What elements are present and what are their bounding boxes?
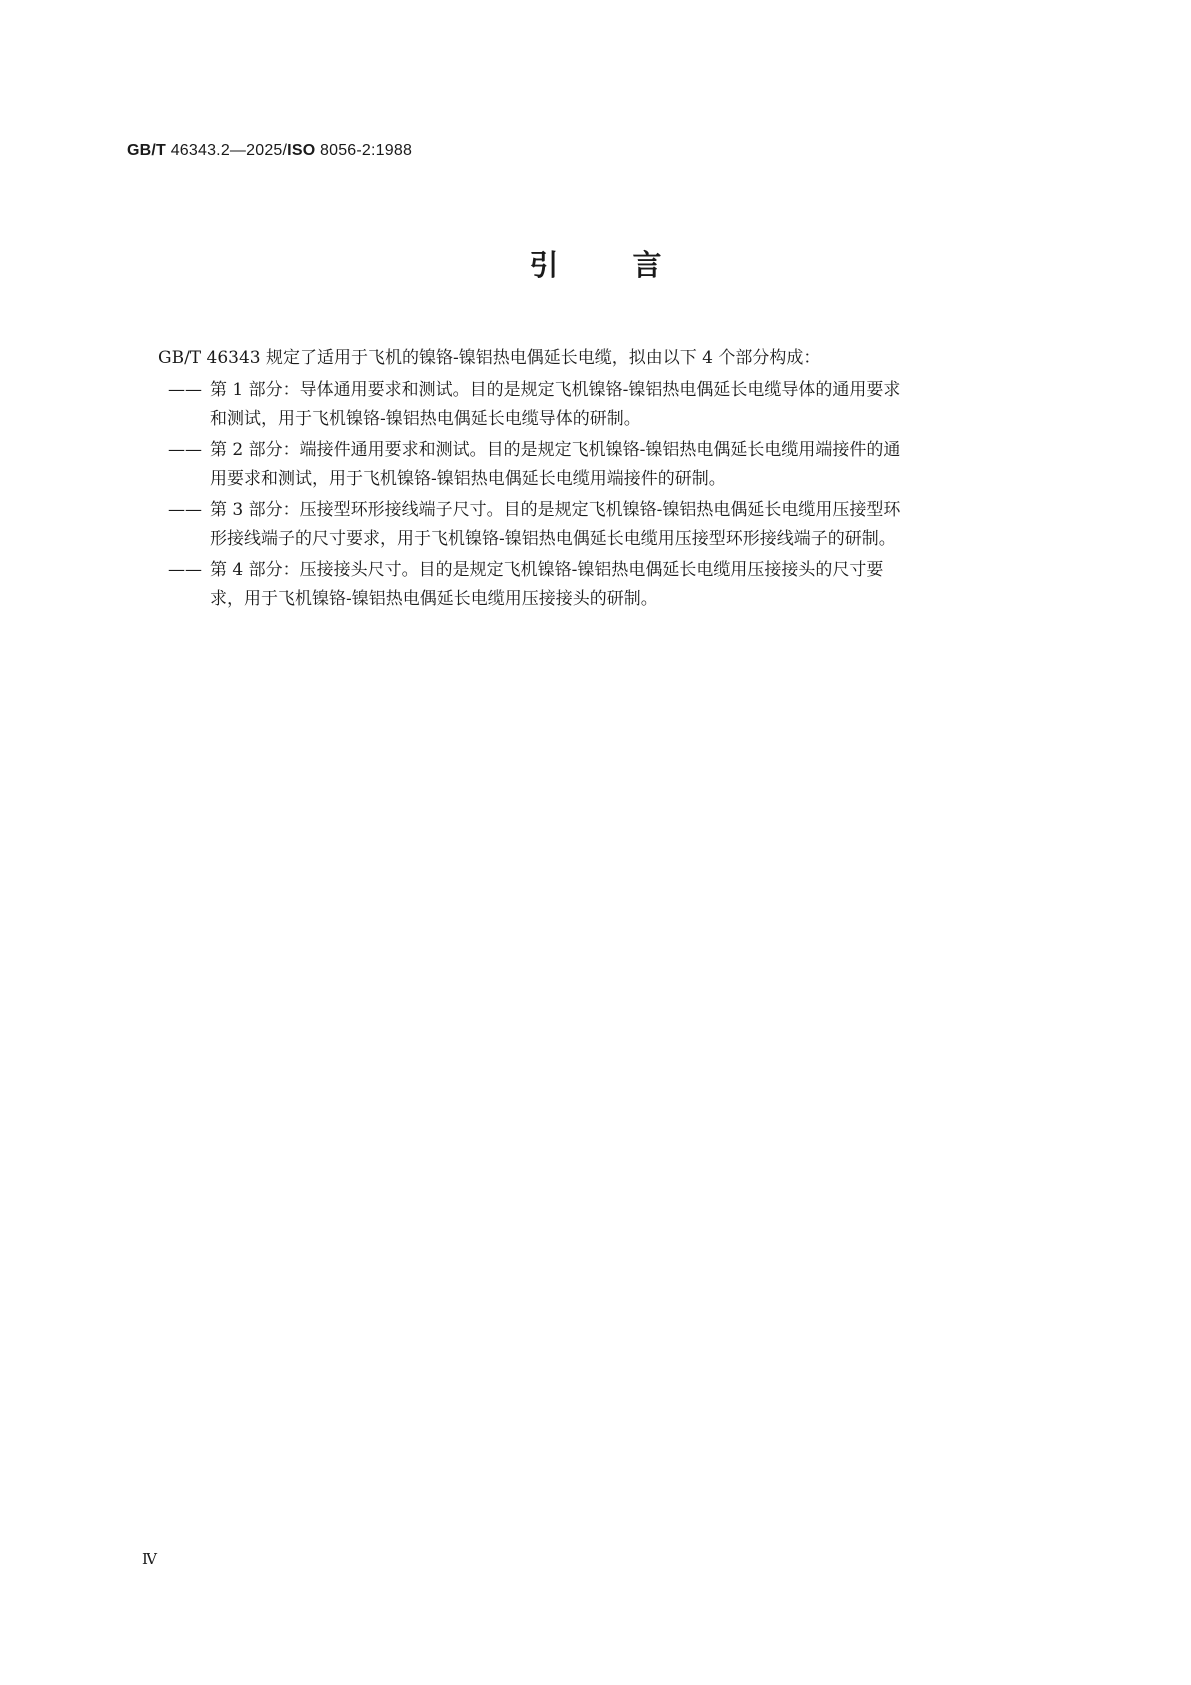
list-item-line-1: 第 2 部分：端接件通用要求和测试。目的是规定飞机镍铬-镍铝热电偶延长电缆用端接件的通 (210, 439, 901, 460)
standard-code-prefix: GB/T (127, 142, 167, 159)
list-dash: —— (168, 439, 202, 460)
iso-code-prefix: ISO (287, 142, 316, 159)
standard-code-number: 46343.2—2025/ (170, 142, 288, 159)
list-item-line-1: 第 4 部分：压接接头尺寸。目的是规定飞机镍铬-镍铝热电偶延长电缆用压接接头的尺寸要 (210, 559, 884, 580)
intro-paragraph: GB/T 46343 规定了适用于飞机的镍铬-镍铝热电偶延长电缆，拟由以下 4 个部分构成： (158, 348, 821, 368)
iso-code-number: 8056-2:1988 (320, 142, 413, 159)
standard-code-header (127, 142, 412, 160)
list-dash: —— (168, 559, 202, 580)
page-title (0, 243, 1191, 284)
list-item-line-2: 用要求和测试，用于飞机镍铬-镍铝热电偶延长电缆用端接件的研制。 (210, 469, 726, 489)
list-item-line-2: 形接线端子的尺寸要求，用于飞机镍铬-镍铝热电偶延长电缆用压接型环形接线端子的研制。 (210, 529, 896, 549)
list-dash: —— (168, 499, 202, 520)
list-dash: —— (168, 379, 202, 400)
list-item-part-1 (158, 376, 1058, 435)
list-item-line-1: 第 1 部分：导体通用要求和测试。目的是规定飞机镍铬-镍铝热电偶延长电缆导体的通用要求 (210, 379, 901, 400)
list-item-part-2 (158, 436, 1058, 495)
title-char-2: 言 (632, 248, 662, 282)
list-item-line-2: 和测试，用于飞机镍铬-镍铝热电偶延长电缆导体的研制。 (210, 409, 641, 429)
list-item-line-1: 第 3 部分：压接型环形接线端子尺寸。目的是规定飞机镍铬-镍铝热电偶延长电缆用压接型环 (210, 499, 901, 520)
page-number: Ⅳ (142, 1552, 157, 1568)
introduction-body (158, 344, 1058, 616)
title-char-1: 引 (529, 248, 559, 282)
list-item-part-4 (158, 556, 1058, 615)
list-item-line-2: 求，用于飞机镍铬-镍铝热电偶延长电缆用压接接头的研制。 (210, 589, 658, 609)
list-item-part-3 (158, 496, 1058, 555)
